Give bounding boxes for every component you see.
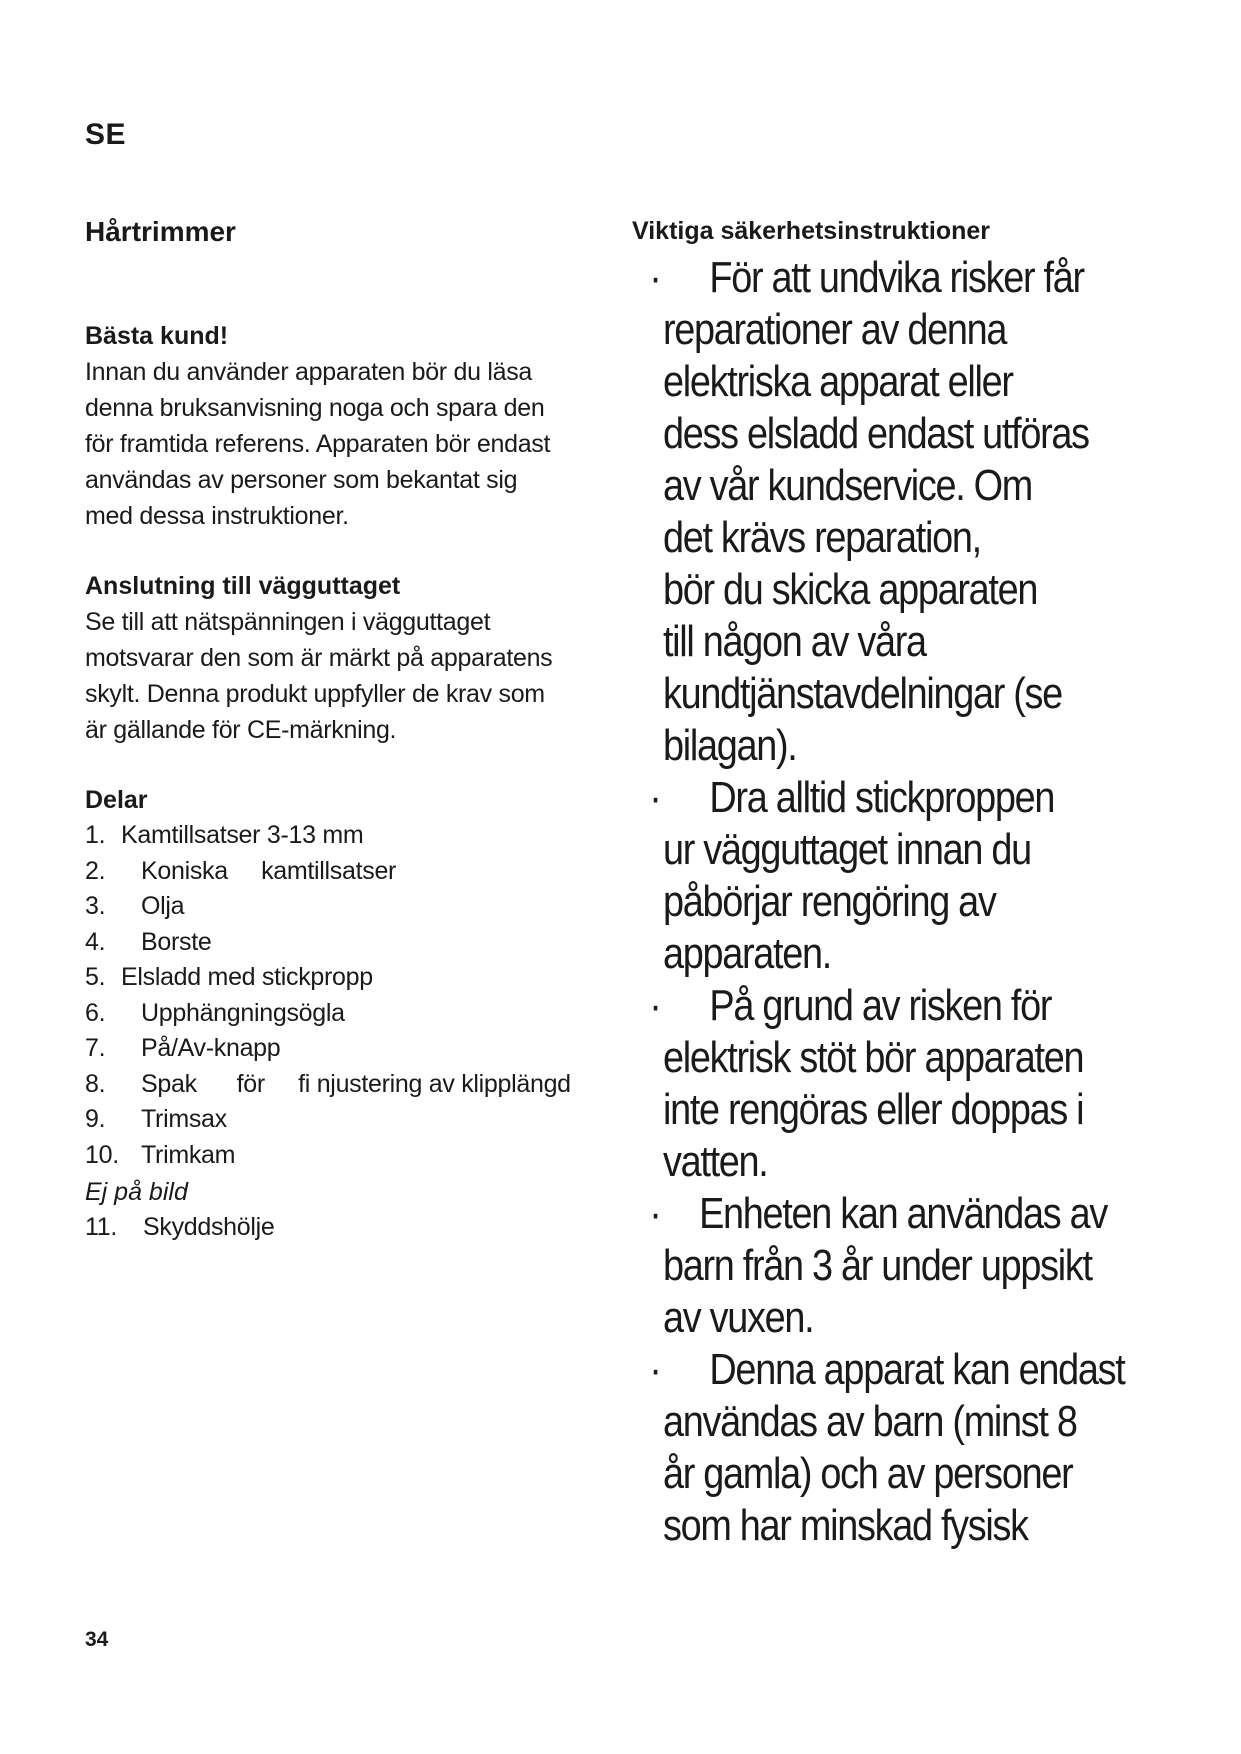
safety-item — [632, 1344, 1213, 1552]
part-text: På/Av-knapp — [141, 1034, 281, 1062]
greeting-line: denna bruksanvisning noga och spara den — [85, 394, 545, 422]
bullet-icon: · — [649, 1189, 661, 1238]
page-number: 34 — [85, 1628, 109, 1651]
safety-line: elektriska apparat eller — [662, 357, 1013, 406]
parts-note: Ej på bild — [85, 1178, 188, 1206]
bullet-icon: · — [649, 253, 661, 302]
greeting-heading: Bästa kund! — [85, 322, 229, 350]
safety-line: användas av barn (minst 8 — [662, 1397, 1077, 1446]
part-item — [85, 1210, 605, 1246]
safety-item — [632, 980, 1213, 1188]
bullet-icon: · — [649, 981, 661, 1030]
safety-first-line: För att undvika risker får — [709, 253, 1084, 302]
part-number: 10. — [85, 1140, 119, 1169]
greeting-line: för framtida referens. Apparaten bör endast — [85, 430, 551, 458]
right-column — [632, 214, 1192, 1552]
part-item — [85, 818, 605, 854]
part-item — [85, 1102, 605, 1138]
safety-list — [632, 252, 1192, 1552]
greeting-line: med dessa instruktioner. — [85, 502, 349, 530]
part-text: Koniska kamtillsatser — [141, 856, 397, 885]
language-code: SE — [85, 118, 127, 151]
connection-heading: Anslutning till vägguttaget — [85, 572, 401, 600]
safety-line: vatten. — [662, 1137, 768, 1186]
part-number: 4. — [85, 927, 106, 956]
safety-line: apparaten. — [662, 929, 832, 978]
safety-line: påbörjar rengöring av — [662, 877, 996, 926]
safety-line: bilagan). — [662, 721, 797, 770]
part-number: 2. — [85, 856, 106, 885]
greeting-line: användas av personer som bekantat sig — [85, 466, 518, 494]
connection-line: skylt. Denna produkt uppfyller de krav som — [85, 680, 545, 708]
safety-first-line: Enheten kan användas av — [699, 1189, 1108, 1238]
part-item — [85, 925, 605, 961]
part-item — [85, 889, 605, 925]
part-number: 9. — [85, 1105, 106, 1133]
safety-item — [632, 252, 1213, 772]
greeting-section — [85, 318, 605, 534]
connection-section — [85, 568, 605, 748]
connection-line: Se till att nätspänningen i vägguttaget — [85, 608, 491, 636]
safety-item — [632, 772, 1213, 980]
bullet-icon: · — [649, 773, 661, 822]
parts-heading: Delar — [85, 786, 148, 814]
safety-line: reparationer av denna — [662, 305, 1007, 354]
connection-line: motsvarar den som är märkt på apparatens — [85, 644, 553, 672]
safety-line: elektrisk stöt bör apparaten — [662, 1033, 1084, 1082]
parts-list — [85, 818, 605, 1173]
safety-line: det krävs reparation, — [662, 513, 981, 562]
safety-line: år gamla) och av personer — [662, 1449, 1073, 1498]
part-text: Upphängningsögla — [141, 998, 345, 1027]
part-number: 7. — [85, 1034, 106, 1062]
part-text: Kamtillsatser 3-13 mm — [121, 821, 364, 849]
part-number: 11. — [85, 1213, 117, 1241]
safety-first-line: Dra alltid stickproppen — [709, 773, 1055, 822]
part-item — [85, 1067, 605, 1103]
safety-heading: Viktiga säkerhetsinstruktioner — [632, 217, 991, 245]
part-item — [85, 996, 605, 1032]
part-number: 6. — [85, 998, 106, 1027]
bullet-icon: · — [649, 1345, 661, 1394]
part-item — [85, 960, 605, 996]
safety-line: dess elsladd endast utföras — [662, 409, 1089, 458]
part-item — [85, 1031, 605, 1067]
connection-line: är gällande för CE-märkning. — [85, 716, 397, 744]
document-title: Hårtrimmer — [85, 216, 236, 247]
part-text: Trimkam — [141, 1140, 236, 1169]
safety-line: barn från 3 år under uppsikt — [662, 1241, 1092, 1290]
parts-list-extra — [85, 1210, 605, 1246]
safety-first-line: På grund av risken för — [709, 981, 1052, 1030]
safety-line: kundtjänstavdelningar (se — [662, 669, 1062, 718]
parts-section — [85, 782, 605, 1246]
part-number: 8. — [85, 1069, 106, 1098]
part-text: Spak för fi njustering av klipplängd — [141, 1069, 571, 1098]
part-number: 5. — [85, 963, 106, 991]
part-text: Olja — [141, 892, 185, 920]
safety-first-line: Denna apparat kan endast — [709, 1345, 1125, 1394]
safety-item — [632, 1188, 1213, 1344]
left-column — [85, 214, 605, 1246]
safety-line: av vår kundservice. Om — [662, 461, 1033, 510]
safety-line: som har minskad fysisk — [662, 1501, 1028, 1550]
part-item — [85, 1138, 605, 1174]
part-text: Trimsax — [141, 1105, 227, 1133]
safety-line: bör du skicka apparaten — [662, 565, 1038, 614]
safety-line: till någon av våra — [662, 617, 926, 666]
part-number: 1. — [85, 821, 106, 849]
safety-line: inte rengöras eller doppas i — [662, 1085, 1084, 1134]
greeting-line: Innan du använder apparaten bör du läsa — [85, 358, 532, 386]
part-text: Borste — [141, 927, 212, 956]
safety-line: av vuxen. — [662, 1293, 814, 1342]
part-item — [85, 854, 605, 890]
part-text: Skyddshölje — [143, 1213, 275, 1241]
part-text: Elsladd med stickpropp — [121, 963, 373, 991]
safety-line: ur vägguttaget innan du — [662, 825, 1031, 874]
part-number: 3. — [85, 892, 106, 920]
